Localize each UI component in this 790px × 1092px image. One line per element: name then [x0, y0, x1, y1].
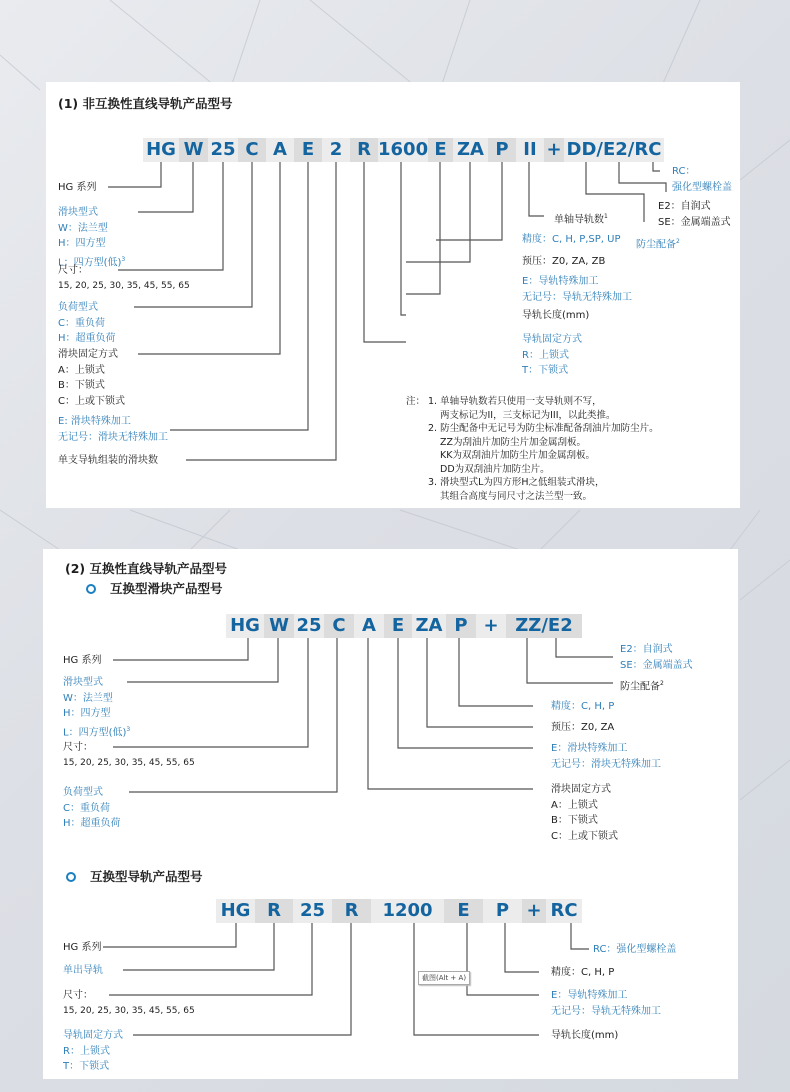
label-single-rail: 单出导轨	[63, 965, 103, 976]
label-rail-length: 导轨长度(mm)	[522, 310, 590, 321]
code-seg-rail-length: 1600	[378, 139, 429, 160]
interchangeable-card	[43, 549, 738, 1079]
size-title: 尺寸：	[58, 265, 88, 276]
block-seg-type: W	[264, 614, 294, 638]
section2-title: (2) 互换性直线导轨产品型号	[65, 561, 227, 576]
label-end-seal: E2：自润式 SE：金属端盖式	[658, 201, 731, 228]
label-rails-per-axis: 单轴导轨数$^1$	[554, 213, 608, 226]
code-seg-block-count: 2	[322, 138, 350, 162]
rail-seg-size: 25	[293, 899, 332, 923]
label-accuracy: 精度：C, H, P	[551, 701, 615, 712]
notes-block: 1. 单轴导轨数若只使用一支导轨则不写， 两支标记为II，三支标记为III，以此类推。 2. 防尘配备中无记号为防尘标准配备刮油片加防尘片。 ZZ为刮油片加防尘片加金属刮板。 KK为双刮油片加防尘片加金属刮板。 DD为双刮油片加防尘片。 3. 滑块型式L为四方形H之低组装式滑块， 其组合高度与同尺寸之法兰型一致。	[428, 396, 659, 502]
section1-title: (1) 非互换性直线导轨产品型号	[58, 96, 233, 111]
block-type-l: L：四方型(低)$^3$	[58, 255, 126, 268]
block-seg-size: 25	[294, 614, 324, 638]
label-size: 尺寸： 15, 20, 25, 30, 35, 45, 55, 65	[63, 990, 195, 1016]
code-seg-accuracy: P	[488, 138, 516, 162]
screenshot-tooltip: 截图(Alt + A)	[418, 971, 470, 985]
label-rail-mount: 导轨固定方式 R：上锁式 T：下锁式	[522, 334, 582, 376]
non-interchangeable-card	[46, 82, 740, 508]
code-seg-rail-mount: R	[350, 138, 378, 162]
block-seg-load: C	[324, 614, 354, 638]
label-rail-length: 导轨长度(mm)	[551, 1030, 619, 1041]
label-rail-special: E：导轨特殊加工 无记号：导轨无特殊加工	[551, 990, 661, 1017]
block-subtitle: 互换型滑块产品型号	[110, 581, 223, 596]
label-dust-protection: 防尘配备$^2$	[636, 238, 680, 251]
block-seg-special: E	[384, 614, 412, 638]
label-block-type	[58, 205, 125, 270]
rail-seg-plus: +	[522, 899, 546, 923]
code-seg-dust: DD/E2/RC	[564, 138, 664, 162]
label-dust-protection: 防尘配备$^2$	[620, 680, 664, 693]
label-accuracy: 精度：C, H, P	[551, 967, 615, 978]
label-size	[58, 263, 190, 294]
label-end-seal: E2：自润式 SE：金属端盖式	[620, 644, 693, 671]
block-type-title: 滑块型式	[58, 207, 98, 218]
label-block-mount: 滑块固定方式 A：上锁式 B：下锁式 C：上或下锁式	[58, 349, 125, 407]
code-seg-load: C	[238, 138, 266, 162]
code-seg-plus: +	[544, 138, 564, 162]
label-size: 尺寸： 15, 20, 25, 30, 35, 45, 55, 65	[63, 742, 195, 768]
block-seg-accuracy: P	[446, 614, 476, 638]
label-hg-series: HG 系列	[63, 942, 102, 953]
rail-seg-series: HG	[216, 899, 255, 923]
label-block-special: E：滑块特殊加工 无记号：滑块无特殊加工	[551, 743, 661, 770]
block-seg-plus: +	[476, 614, 506, 638]
block-type-h: H：四方型	[58, 238, 106, 249]
rail-seg-length: 1200	[371, 899, 444, 923]
label-rail-special: E：导轨特殊加工 无记号：导轨无特殊加工	[522, 276, 632, 303]
label-preload: 预压：Z0, ZA	[551, 722, 615, 733]
label-rc: RC：强化型螺栓盖	[593, 944, 677, 955]
size-values: 15, 20, 25, 30, 35, 45, 55, 65	[58, 280, 190, 291]
notes-label: 注：	[406, 396, 426, 407]
label-hg-series: HG 系列	[58, 182, 97, 193]
label-accuracy: 精度：C, H, P,SP, UP	[522, 234, 621, 245]
rail-seg-single: R	[255, 899, 293, 923]
code-seg-preload: ZA	[453, 138, 488, 162]
code-seg-block-special: E	[294, 138, 322, 162]
block-seg-mount: A	[354, 614, 384, 638]
block-seg-series: HG	[226, 614, 264, 638]
label-load-type: 负荷型式 C：重负荷 H：超重负荷	[58, 302, 116, 344]
rail-seg-special: E	[444, 899, 483, 923]
code-seg-block-type: W	[179, 138, 208, 162]
label-preload: 预压：Z0, ZA, ZB	[522, 256, 606, 267]
code-seg-block-mount: A	[266, 138, 294, 162]
rail-subtitle: 互换型导轨产品型号	[90, 869, 203, 884]
rail-seg-mount: R	[332, 899, 371, 923]
code-seg-rail-qty: II	[516, 138, 544, 162]
label-load-type: 负荷型式 C：重负荷 H：超重负荷	[63, 787, 121, 829]
label-rc: RC： 强化型螺栓盖	[672, 166, 732, 193]
block-type-w: W：法兰型	[58, 222, 108, 234]
block-seg-dust: ZZ/E2	[506, 614, 582, 638]
label-block-mount: 滑块固定方式 A：上锁式 B：下锁式 C：上或下锁式	[551, 784, 618, 842]
label-hg-series: HG 系列	[63, 655, 102, 666]
rail-seg-rc: RC	[546, 899, 582, 923]
code-seg-size: 25	[208, 138, 238, 162]
label-block-special: E: 滑块特殊加工 无记号：滑块无特殊加工	[58, 416, 168, 443]
code-seg-series: HG	[143, 138, 179, 162]
code-seg-rail-special: E	[428, 138, 453, 162]
rail-seg-accuracy: P	[483, 899, 522, 923]
block-seg-preload: ZA	[412, 614, 446, 638]
label-rail-mount: 导轨固定方式 R：上锁式 T：下锁式	[63, 1030, 123, 1072]
label-block-type: 滑块型式 W：法兰型 H：四方型 L：四方型(低)$^3$	[63, 677, 131, 738]
label-blocks-per-rail: 单支导轨组装的滑块数	[58, 455, 158, 466]
